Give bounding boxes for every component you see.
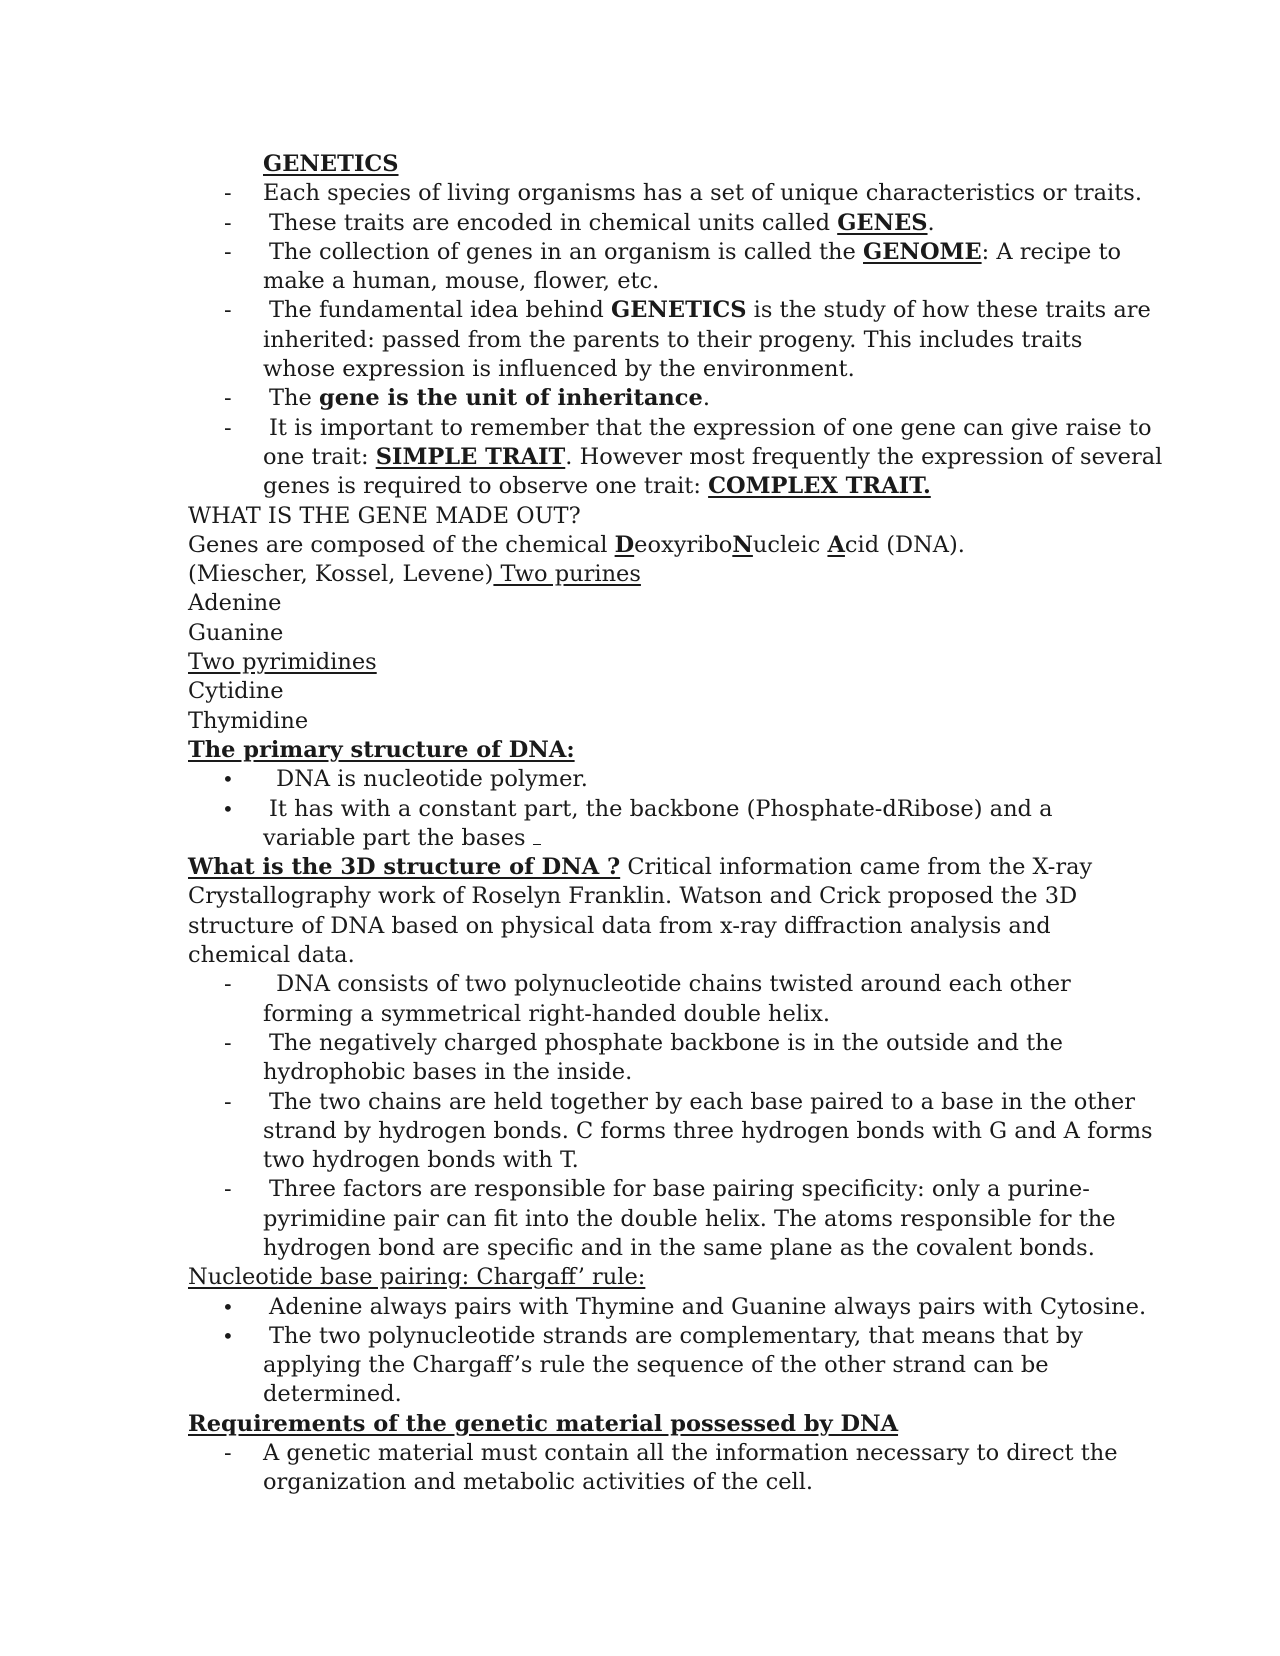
text-run: The collection of genes in an organism is called the — [269, 238, 864, 265]
dash-marker: - — [224, 414, 232, 441]
list-item-text: DNA is nucleotide polymer. — [269, 766, 588, 793]
list-item — [188, 795, 1088, 854]
dna-definition — [188, 531, 1088, 560]
term-simple-trait: SIMPLE TRAIT — [375, 443, 566, 470]
structure-paragraph-line: structure of DNA based on physical data from x-ray diffraction analysis and — [188, 912, 1051, 939]
pyrimidines-heading: Two pyrimidines — [188, 649, 377, 676]
structure-paragraph-line — [188, 853, 1093, 882]
text-run: : A recipe to — [981, 238, 1122, 265]
purine-item: Guanine — [188, 619, 284, 646]
list-item-continuation — [263, 472, 1088, 501]
list-item-text: Three factors are responsible for base pairing specificity: only a purine- — [269, 1176, 1090, 1203]
list-item-text: It has with a constant part, the backbone (Phosphate-dRibose) and a — [269, 795, 1053, 822]
list-item — [188, 1293, 1147, 1322]
list-item — [188, 1088, 1153, 1176]
list-item-text: A genetic material must contain all the information necessary to direct the — [263, 1440, 1118, 1467]
structure-paragraph-line: Crystallography work of Roselyn Franklin. Watson and Crick proposed the 3D — [188, 883, 1078, 910]
bullet-marker: • — [222, 767, 234, 792]
text-run: . — [927, 209, 935, 236]
bullet-marker: • — [222, 1294, 234, 1319]
list-item-text: Adenine always pairs with Thymine and Guanine always pairs with Cytosine. — [269, 1293, 1147, 1320]
dash-marker: - — [224, 238, 232, 265]
list-item-text: DNA consists of two polynucleotide chains twisted around each other — [269, 971, 1071, 998]
dash-marker: - — [224, 1440, 232, 1467]
text-run: one trait: — [263, 443, 376, 470]
list-item — [188, 1029, 1088, 1088]
term-genome: GENOME — [863, 238, 982, 265]
text-run: The — [269, 385, 319, 412]
dash-marker: - — [224, 209, 232, 236]
term-complex-trait: COMPLEX TRAIT. — [708, 473, 931, 500]
text-run: . However most frequently the expression of several — [565, 443, 1163, 470]
list-item-text — [263, 296, 1151, 325]
list-item-continuation: make a human, mouse, flower, etc. — [263, 268, 660, 295]
list-item-text: It is important to remember that the expression of one gene can give raise to — [269, 414, 1152, 441]
list-item-text — [263, 179, 1142, 208]
list-item-continuation: hydrogen bond are specific and in the same plane as the covalent bonds. — [263, 1234, 1095, 1261]
initial-a: A — [827, 531, 845, 558]
structure-paragraph-line: chemical data. — [188, 942, 355, 969]
list-item — [188, 238, 1122, 297]
purines-heading: Two purines — [493, 561, 641, 588]
text-run: These traits are encoded in chemical units called — [269, 209, 838, 236]
purine-item: Adenine — [188, 590, 282, 617]
list-item — [188, 970, 1088, 1029]
term-genes: GENES — [837, 209, 928, 236]
list-item — [188, 765, 1088, 794]
discoverers-line — [188, 560, 1088, 589]
text-run: variable part the bases — [263, 824, 533, 851]
dash-marker: - — [224, 971, 232, 998]
dash-marker: - — [224, 1029, 232, 1056]
page-title: GENETICS — [263, 151, 399, 177]
list-item-continuation: applying the Chargaff’s rule the sequence of the other strand can be — [263, 1352, 1049, 1379]
list-item-text — [263, 384, 1088, 413]
initial-d: D — [614, 531, 635, 558]
document-page — [188, 150, 1163, 1498]
text-run: is the study of how these traits are — [746, 297, 1151, 324]
text-run: Each species of living organisms has a set of unique characteristics or traits. — [263, 180, 1142, 207]
structure-heading: What is the 3D structure of DNA ? — [188, 854, 621, 881]
list-item-continuation: forming a symmetrical right-handed double helix. — [263, 1000, 831, 1027]
list-item-continuation: strand by hydrogen bonds. C forms three hydrogen bonds with G and A forms — [263, 1117, 1153, 1144]
term-unit-of-inheritance: gene is the unit of inheritance — [318, 385, 703, 412]
text-run: Genes are composed of the chemical — [188, 531, 615, 558]
list-item-continuation: hydrophobic bases in the inside. — [263, 1059, 633, 1086]
list-item — [188, 1439, 1118, 1498]
list-item — [188, 179, 1142, 208]
list-item-continuation: two hydrogen bonds with T. — [263, 1147, 579, 1174]
initial-n: N — [732, 531, 753, 558]
list-item-continuation — [263, 824, 1088, 853]
list-item-continuation: whose expression is influenced by the environment. — [263, 356, 855, 383]
underscore-mark — [533, 826, 541, 845]
chargaff-heading: Nucleotide base pairing: Chargaff’ rule: — [188, 1264, 646, 1291]
gene-question: WHAT IS THE GENE MADE OUT? — [188, 502, 581, 529]
list-item-continuation — [263, 443, 1163, 472]
text-run: ucleic — [752, 531, 828, 558]
text-run: Critical information came from the X-ray — [620, 854, 1093, 881]
pyrimidine-item: Cytidine — [188, 678, 284, 705]
list-item-continuation: organization and metabolic activities of the cell. — [263, 1469, 814, 1496]
list-item — [188, 414, 1163, 502]
dash-marker: - — [224, 180, 232, 207]
requirements-heading: Requirements of the genetic material possessed by DNA — [188, 1410, 899, 1437]
list-item-text — [263, 209, 1088, 238]
dash-marker: - — [224, 1176, 232, 1203]
text-run: genes is required to observe one trait: — [263, 473, 709, 500]
bullet-marker: • — [222, 1323, 234, 1348]
list-item-text: The two chains are held together by each base paired to a base in the other — [269, 1088, 1135, 1115]
list-item — [188, 384, 1088, 413]
bullet-marker: • — [222, 796, 234, 821]
pyrimidine-item: Thymidine — [188, 707, 309, 734]
list-item-text: The two polynucleotide strands are complementary, that means that by — [269, 1322, 1083, 1349]
discoverers: (Miescher, Kossel, Levene) — [188, 561, 494, 588]
list-item — [188, 1322, 1088, 1410]
dash-marker: - — [224, 385, 232, 412]
list-item-continuation: pyrimidine pair can fit into the double helix. The atoms responsible for the — [263, 1205, 1116, 1232]
primary-structure-heading: The primary structure of DNA: — [188, 736, 575, 763]
dash-marker: - — [224, 297, 232, 324]
text-run: cid (DNA). — [844, 531, 965, 558]
text-run: The fundamental idea behind — [269, 297, 611, 324]
list-item — [188, 296, 1151, 384]
text-run: eoxyribo — [634, 531, 733, 558]
list-item-continuation: determined. — [263, 1381, 402, 1408]
list-item-text — [263, 238, 1122, 267]
list-item-text: The negatively charged phosphate backbone is in the outside and the — [269, 1029, 1063, 1056]
list-item — [188, 209, 1088, 238]
term-genetics: GENETICS — [610, 297, 747, 324]
dash-marker: - — [224, 1088, 232, 1115]
list-item — [188, 1175, 1116, 1263]
list-item-continuation: inherited: passed from the parents to their progeny. This includes traits — [263, 326, 1083, 353]
text-run: . — [702, 385, 710, 412]
